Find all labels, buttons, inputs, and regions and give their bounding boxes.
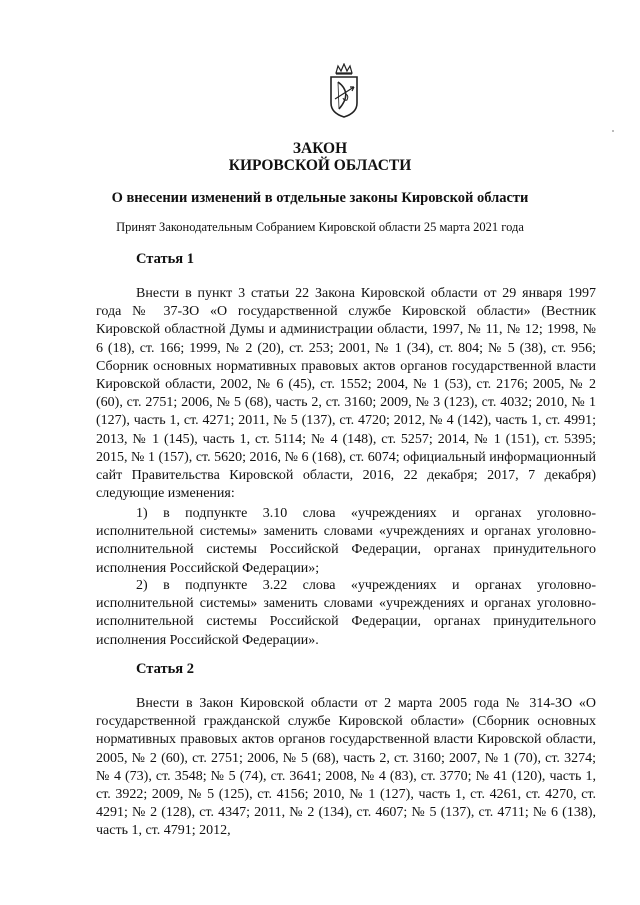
article-1-intro: Внести в пункт 3 статьи 22 Закона Кировской области от 29 января 1997 года № 37-ЗО «О государственной службе Кировской области» (Вестник Кировской областной Думы и администрации области, 1997, № 11, № 12; 1998, № 6 (18), ст. 166; 1999, № 2 (20), ст. 253; 2001, № 1 (34), ст. 804; № 5 (38), ст. 956; Сборник основных нормативных правовых актов органов государственной власти Кировской области, 2002, № 6 (45), ст. 1552; 2004, № 1 (53), ст. 2176; 2005, № 2 (60), ст. 2751; 2006, № 5 (68), часть 2, ст. 3160; 2009, № 3 (123), ст. 4032; 2010, № 1 (127), часть 1, ст. 4271; 2011, № 5 (137), ст. 4720; 2012, № 4 (142), часть 1, ст. 4991; 2013, № 1 (145), часть 1, ст. 5114; № 4 (148), ст. 5257; 2014, № 1 (151), ст. 5395; 2015, № 1 (157), ст. 5620; 2016, № 6 (168), ст. 6074; официальный информационный сайт Правительства Кировской области, 2016, 22 декабря; 2017, 7 декабря) следующие изменения: bbox=[96, 286, 596, 502]
article-2-heading: Статья 2 bbox=[136, 661, 194, 677]
law-title-line2: КИРОВСКОЙ ОБЛАСТИ bbox=[228, 157, 412, 174]
article-1-item-1: 1) в подпункте 3.10 слова «учреждениях и органах уголовно-исполнительной системы» заменить словами «учреждениях и органах уголовно-исполнительной системы Российской Федерации, органах принудительного исполнения Российской Федерации»; bbox=[96, 506, 596, 576]
law-subtitle: О внесении изменений в отдельные законы Кировской области bbox=[111, 190, 529, 206]
adoption-note: Принят Законодательным Собранием Кировской области 25 марта 2021 года bbox=[116, 220, 524, 234]
article-2-intro: Внести в Закон Кировской области от 2 марта 2005 года № 314-ЗО «О государственной гражданской службе Кировской области» (Сборник основных нормативных правовых актов органов государственной власти Кировской области, 2005, № 2 (60), ст. 2751; 2006, № 5 (68), часть 2, ст. 3160; 2007, № 1 (70), ст. 3274; № 4 (73), ст. 3548; № 5 (74), ст. 3641; 2008, № 4 (83), ст. 3770; № 41 (120), часть 1, ст. 3922; 2009, № 5 (125), ст. 4156; 2010, № 1 (127), часть 1, ст. 4261, ст. 4270, ст. 4291; № 2 (128), ст. 4347; 2011, № 2 (134), ст. 4607; № 5 (137), ст. 4711; № 6 (138), часть 1, ст. 4791; 2012, bbox=[96, 696, 596, 839]
law-title-line1: ЗАКОН bbox=[292, 140, 348, 157]
scan-speck bbox=[612, 130, 614, 132]
coat-of-arms-icon bbox=[327, 63, 361, 119]
article-1-item-2: 2) в подпункте 3.22 слова «учреждениях и органах уголовно-исполнительной системы» заменить словами «учреждениях и органах уголовно-исполнительной системы Российской Федерации, органах принудительного исполнения Российской Федерации». bbox=[96, 578, 596, 648]
article-1-heading: Статья 1 bbox=[136, 251, 194, 267]
